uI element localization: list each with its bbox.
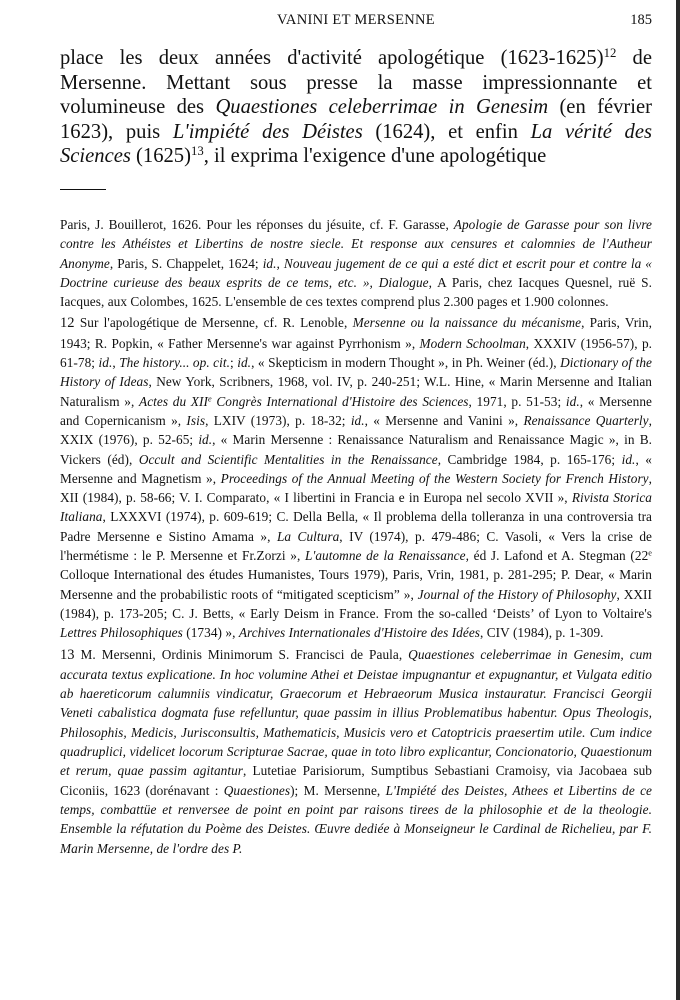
italic-text: L'automne de la Renaissance,	[305, 548, 469, 564]
footnote-12-text	[60, 315, 652, 640]
text-run: , A Paris, chez Iacques Quesnel, ruë S. Iacques, aux Colombes, 1625. L'ensemble de ces textes comprend plus 2.300 pages et 1.900 colonnes.	[60, 274, 652, 310]
italic-text: La vérité des Sciences	[60, 120, 652, 168]
italic-run	[353, 315, 582, 330]
text-run: Colloque International des études Humanistes, Tours 1979), Paris, Vrin, 1981, p. 281-295; P. Dear, « Marin Mersenne and the probabilistic roots of “mitigated scepticism” »,	[60, 567, 652, 602]
italic-run	[351, 413, 365, 428]
italic-text: Actes du XII	[139, 393, 208, 409]
text-run: , Lutetiae Parisiorum, Sumptibus Sebastiani Cramoisy, via Jacobaea sub Ciconiis, 1623 (dorénavant :	[60, 763, 652, 798]
superscript: e	[648, 548, 652, 558]
italic-run	[277, 529, 339, 544]
footnote-separator	[60, 189, 106, 190]
text-run: ;	[230, 355, 238, 371]
footnote-13-number: 13	[60, 646, 75, 663]
text-run: , « Mersenne and Magnetism »,	[60, 451, 652, 486]
text-run: place les deux années d'activité apologétique (1623-1625)	[60, 47, 604, 69]
text-run: , New York, Scribners, 1968, vol. IV, p. 240-251; W.L. Hine, « Marin Mersenne and Italian Naturalism »,	[60, 374, 653, 409]
superscript: 12	[603, 45, 617, 60]
italic-text: id.	[198, 432, 213, 448]
italic-text: La Cultura	[276, 528, 340, 544]
footnote-13	[60, 645, 652, 858]
text-run: Paris, J. Bouillerot, 1626. Pour les réponses du jésuite, cf. F. Garasse,	[60, 217, 454, 232]
body-paragraph	[60, 46, 652, 169]
italic-text: Mersenne ou la naissance du mécanisme	[352, 315, 582, 331]
italic-text: Journal of the History of Philosophy	[417, 586, 617, 602]
text-run: M. Mersenni, Ordinis Minimorum S. Francisci de Paula,	[74, 646, 409, 662]
italic-run	[99, 355, 113, 370]
italic-text: id.	[237, 355, 252, 371]
text-run: , XXIX (1976), p. 52-65;	[60, 412, 652, 448]
italic-run	[420, 336, 526, 351]
italic-text: id.	[98, 355, 113, 371]
italic-run	[215, 96, 548, 118]
italic-text: L'Impiété des Deistes, Athees et Libertins de ce temps, combattüe et renversee de point en point par raisons tirees de la philosophie et de la theologie. Ensemble la réfutation du Poème des Deistes. Œuvre dediée à Monseigneur le Cardinal de Richelieu, par F. Marin Mersenne, de l'ordre des P.	[60, 782, 653, 856]
text-run: (1734) »,	[182, 625, 239, 641]
italic-run	[139, 394, 208, 409]
text-run: (en février 1623), puis	[60, 96, 652, 143]
footnote-13-text	[60, 647, 652, 856]
italic-run	[566, 394, 580, 409]
text-run: , « Skepticism in modern Thought », in Ph. Weiner (éd.),	[251, 355, 561, 371]
italic-text: id.	[621, 451, 636, 467]
footnote-12-number: 12	[60, 315, 75, 332]
italic-text: Congrès International d'Histoire des Sciences	[211, 393, 469, 409]
superscript: 13	[190, 144, 204, 159]
italic-text: Lettres Philosophiques	[60, 625, 183, 641]
italic-text: Archives Internationales d'Histoire des Idées	[238, 625, 481, 641]
text-run: , il exprima l'exigence d'une apologétique	[203, 145, 547, 168]
text-run: , CIV (1984), p. 1-309.	[480, 625, 604, 641]
text-run: (1624), et enfin	[362, 120, 531, 143]
italic-text: L'impiété des Déistes	[172, 120, 363, 143]
footnote-continuation	[60, 215, 652, 311]
italic-text: id., Nouveau jugement de ce qui a esté dict et escrit pour et contre la « Doctrine curieuse des beaux esprits de ce tems, etc. », Dialogue	[60, 255, 653, 290]
text-run: , « Marin Mersenne : Renaissance Naturalism and Renaissance Magic », in B. Vickers (éd),	[60, 432, 652, 467]
italic-run	[119, 355, 230, 370]
italic-text: Dictionary of the History of Ideas	[60, 355, 652, 390]
italic-run	[224, 783, 290, 798]
text-run: , LXXXVI (1974), p. 609-619; C. Della Bella, « Il problema della tolleranza in una controversia tra Padre Mersenne e Sistino Amama »,	[60, 509, 652, 544]
italic-text: Proceedings of the Annual Meeting of the Western Society for French History	[220, 470, 649, 486]
italic-text: id.	[350, 412, 365, 428]
italic-text: Rivista Storica Italiana	[60, 490, 652, 525]
text-run: Sur l'apologétique de Mersenne, cf. R. Lenoble,	[74, 315, 353, 331]
text-run: (1625)	[130, 145, 191, 168]
italic-text: Quaestiones celeberrimae in Genesim	[215, 96, 549, 119]
italic-run	[237, 355, 251, 370]
italic-text: Renaissance Quarterly	[523, 412, 649, 428]
body-text	[60, 46, 652, 169]
text-run: , Paris, Vrin, 1943; R. Popkin, « Father Mersenne's war against Pyrrhonism »,	[60, 315, 653, 351]
italic-run	[173, 121, 363, 143]
superscript: e	[207, 394, 212, 404]
text-run: , XXXIV (1956-57), p. 61-78;	[60, 335, 653, 371]
running-header	[60, 12, 652, 34]
italic-run	[418, 587, 617, 602]
italic-run	[212, 394, 469, 409]
italic-run	[60, 625, 183, 640]
page-number: 185	[630, 12, 652, 28]
italic-text: Occult and Scientific Mentalities in the Renaissance	[138, 451, 438, 467]
text-run: ,	[112, 355, 120, 371]
text-run: , 1971, p. 51-53;	[468, 393, 566, 409]
text-run: , « Mersenne and Vanini »,	[364, 412, 524, 428]
italic-run	[239, 625, 480, 640]
page-edge-shadow	[676, 0, 680, 1000]
italic-run	[60, 647, 652, 779]
text-run: , IV (1974), p. 479-486; C. Vasoli, « Vers la crise de l'hermétisme : le P. Mersenne et Fr.Zorzi »,	[60, 528, 653, 564]
italic-text: Quaestiones celeberrimae in Genesim, cum accurata textus explicatione. In hoc volumine Athei et Deistae impugnantur et expugnantur, et Vulgata editio ab haereticorum calumniis vindicatur, Graecorum et Hebraeorum Musica instauratur. Francisci Georgii Veneti cabalistica dogmata fuse refelluntur, quae passim in illius Problematibus habentur. Opus Theologis, Philosophis, Medicis, Jurisconsultis, Mathematicis, Musicis vero et Catoptricis praesertim utile. Cum indice quadruplici, videlicet locorum Scripturae Sacrae, quae in toto libro explicantur, Concionatorio, Quaestionum et rerum, quae passim agitantur	[60, 646, 652, 779]
text-run: de Mersenne. Mettant sous presse la masse impressionnante et volumineuse des	[60, 47, 652, 119]
italic-text: Apologie de Garasse pour son livre contre les Athéistes et Libertins de nostre siecle. Et response aux censures et calomnies de l'Autheur Anonyme	[60, 217, 653, 271]
text-run: , XXII (1984), p. 173-205; C. J. Betts, « Early Deism in France. From the so-called ‘Deists’ of Lyon to Voltaire's	[60, 586, 653, 621]
footnotes	[60, 215, 652, 858]
text-run: éd J. Lafond et A. Stegman (22	[468, 548, 649, 564]
italic-run	[139, 452, 438, 467]
text-run: , Cambridge 1984, p. 165-176;	[437, 451, 622, 467]
italic-run	[198, 432, 212, 447]
text-run: , « Mersenne and Copernicanism »,	[60, 393, 652, 428]
italic-run	[186, 413, 205, 428]
italic-text: The history... op. cit.	[119, 355, 230, 371]
footnote-12	[60, 313, 652, 642]
running-title: VANINI ET MERSENNE	[277, 12, 435, 28]
text-run: , Paris, S. Chappelet, 1624;	[109, 255, 263, 271]
italic-run	[523, 413, 648, 428]
italic-text: id.	[565, 393, 580, 409]
italic-text: Modern Schoolman	[419, 335, 526, 351]
italic-run	[221, 471, 649, 486]
text-run: ); M. Mersenne,	[290, 782, 386, 798]
text-run: , XII (1984), p. 58-66; V. I. Comparato, « I libertini in Francia e in Europa nel secolo XVII »,	[60, 470, 652, 506]
italic-text: Quaestiones	[223, 782, 291, 798]
text-run: , LXIV (1973), p. 18-32;	[205, 412, 351, 428]
italic-text: Isis	[186, 412, 206, 428]
italic-run	[622, 452, 636, 467]
italic-run	[305, 548, 469, 563]
